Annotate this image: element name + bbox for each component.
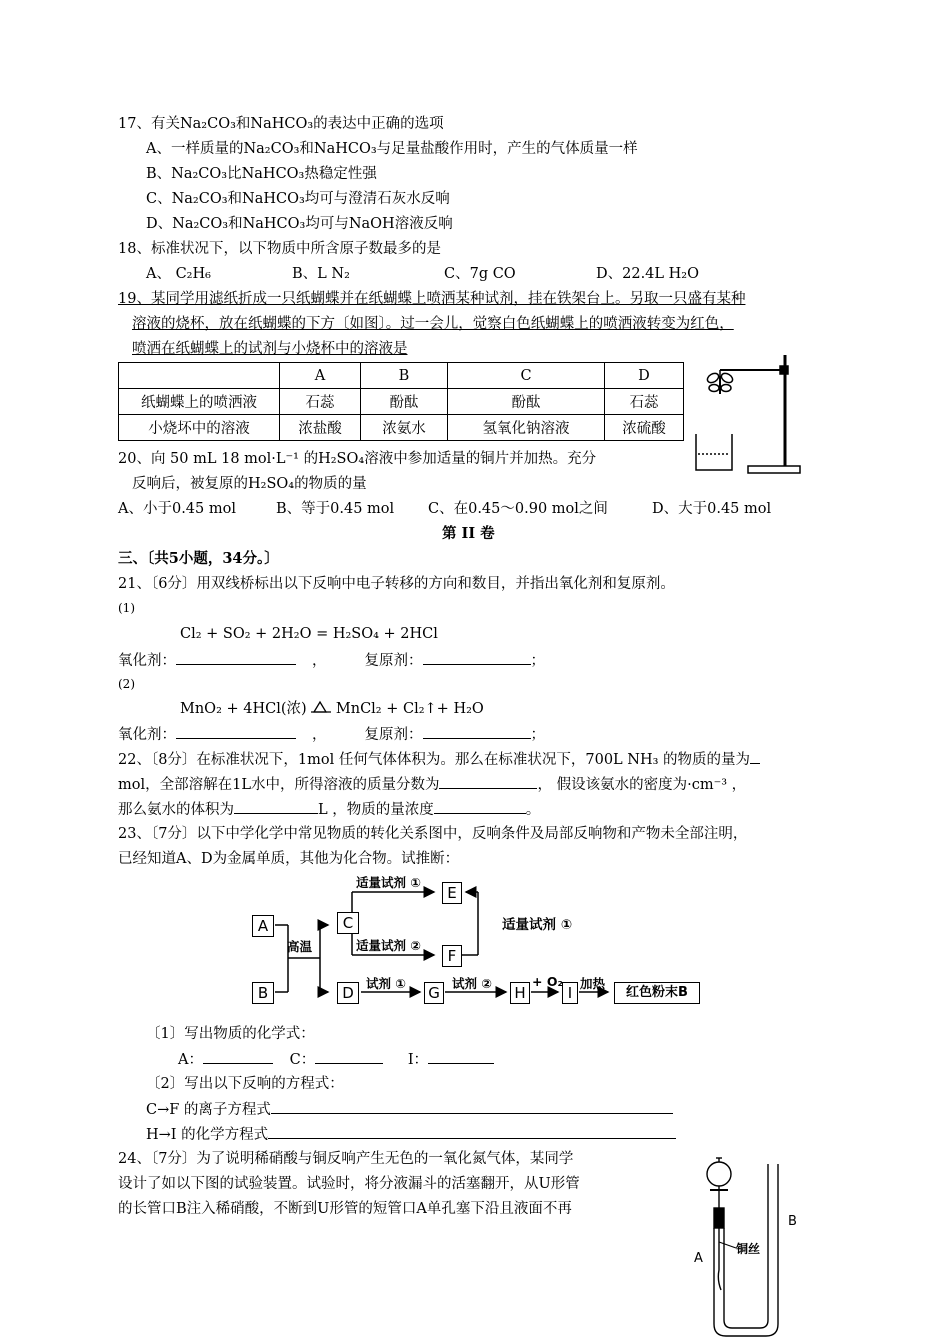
reductant-label: 复原剂： [364, 653, 423, 669]
box-red-powder-b: 红色粉末B [614, 982, 700, 1004]
reductant-blank[interactable] [423, 724, 531, 739]
eq2-right: MnCl₂ + Cl₂↑+ H₂O [335, 701, 484, 717]
h-to-i-blank[interactable] [268, 1124, 676, 1139]
table-cell: 浓盐酸 [280, 415, 361, 441]
q21-answer-row-2 [118, 724, 545, 745]
separator: ， [312, 727, 327, 743]
q19-table [118, 362, 684, 441]
fig-label-a: A [694, 1251, 703, 1266]
q22-line2 [118, 774, 746, 795]
copper-wire [718, 1228, 721, 1290]
q21-equation-2 [180, 699, 484, 719]
q20-line2: 反响后，被复原的H₂SO₄的物质的量 [132, 476, 367, 492]
label-r2: 试剂 ② [452, 976, 492, 991]
q21-part1-label: (1) [118, 601, 135, 615]
q22-line3 [118, 799, 540, 820]
table-cell: 浓硫酸 [605, 415, 684, 441]
table-cell: B [361, 363, 448, 389]
box-h: H [510, 982, 530, 1004]
table-header-row [119, 363, 684, 389]
box-b: B [252, 982, 274, 1004]
mass-fraction-blank[interactable] [439, 774, 537, 789]
table-cell: C [448, 363, 605, 389]
table-cell: 酚酞 [361, 389, 448, 415]
oxidant-label: 氧化剂： [118, 727, 176, 743]
eq2-left: MnO₂ + 4HCl(浓) [180, 701, 307, 717]
box-a: A [252, 915, 274, 937]
box-d: D [337, 982, 359, 1004]
concentration-blank[interactable] [434, 799, 526, 814]
answer-a-label: A： [178, 1052, 203, 1068]
h-to-i-label: H→I 的化学方程式 [146, 1127, 269, 1143]
box-e: E [442, 882, 462, 904]
q19-line1: 19、某同学用滤纸折成一只纸蝴蝶并在纸蝴蝶上喷洒某种试剂，挂在铁架台上。另取一只盛有某种 [118, 291, 746, 307]
q17-option-c: C、Na₂CO₃和NaHCO₃均可与澄清石灰水反响 [146, 191, 450, 207]
label-heat: 加热 [580, 976, 606, 991]
stand-base [748, 466, 800, 473]
table-cell: 石蕊 [605, 389, 684, 415]
separatory-funnel-icon [707, 1158, 731, 1208]
c-to-f-label: C→F 的离子方程式 [146, 1102, 271, 1118]
q18-option-a: A、 C₂H₆ [146, 266, 211, 282]
table-cell: 小烧坏中的溶液 [119, 415, 280, 441]
q23-sub2: 〔2〕写出以下反响的方程式： [146, 1076, 344, 1092]
q22-text: 22、〔8分〕在标准状况下，1mol 任何气体体积为。那么在标准状况下，700L NH₃ 的物质的量为 [118, 752, 751, 768]
table-row [119, 389, 684, 415]
q23-answers-1 [178, 1049, 494, 1070]
c-to-f-blank[interactable] [271, 1099, 673, 1114]
answer-i-blank[interactable] [428, 1049, 494, 1064]
box-c: C [337, 912, 359, 934]
q20-option-a: A、小于0.45 mol [118, 501, 236, 517]
q20-option-c: C、在0.45～0.90 mol之间 [428, 501, 608, 517]
box-f: F [442, 945, 462, 967]
q24-line1: 24、〔7分〕为了说明稀硝酸与铜反响产生无色的一氧化氮气体，某同学 [118, 1151, 574, 1167]
label-reagent-1-right: 适量试剂 ① [502, 917, 573, 933]
answer-i-label: I： [407, 1052, 429, 1068]
table-cell: A [280, 363, 361, 389]
fig-label-copper-wire: 铜丝 [736, 1242, 761, 1256]
answer-a-blank[interactable] [203, 1049, 273, 1064]
label-plus-o2: + O₂ [532, 974, 563, 989]
box-i: I [562, 982, 578, 1004]
answer-c-label: C： [289, 1052, 316, 1068]
table-cell: 浓氨水 [361, 415, 448, 441]
q21-stem: 21、〔6分〕用双线桥标出以下反响中电子转移的方向和数目，并指出氧化剂和复原剂。 [118, 576, 675, 592]
table-cell: 酚酞 [448, 389, 605, 415]
reductant-blank[interactable] [423, 650, 531, 665]
table-cell: 纸蝴蝶上的喷洒液 [119, 389, 280, 415]
beaker-icon [696, 434, 732, 470]
q18-option-d: D、22.4L H₂O [596, 266, 699, 282]
q18-option-b: B、L N₂ [292, 266, 350, 282]
q24-line3: 的长管口B注入稀硝酸，不断到U形管的短管口A单孔塞下沿且液面不再 [118, 1201, 572, 1217]
q23-sub1: 〔1〕写出物质的化学式： [146, 1026, 315, 1042]
answer-c-blank[interactable] [315, 1049, 383, 1064]
separator: ， [312, 653, 327, 669]
q18-option-c: C、7g CO [444, 266, 516, 282]
q24-line2: 设计了如以下图的试验装置。试验时，将分液漏斗的活塞翻开，从U形管 [118, 1176, 580, 1192]
q22-text: 。 [525, 802, 541, 818]
q23-h-to-i [146, 1124, 676, 1145]
fig-label-b: B [788, 1214, 797, 1229]
q17-stem: 17、有关Na₂CO₃和NaHCO₃的表达中正确的选项 [118, 116, 444, 132]
q19-line2: 溶液的烧杯，放在纸蝴蝶的下方〔如图〕。过一会儿，觉察白色纸蝴蝶上的喷洒液转变为红色， [132, 316, 734, 332]
oxidant-blank[interactable] [176, 724, 296, 739]
q22-line1 [118, 749, 760, 770]
q22-text: 那么氨水的体积为 [118, 802, 234, 818]
q21-answer-row-1 [118, 650, 545, 671]
table-row [119, 415, 684, 441]
q20-option-d: D、大于0.45 mol [652, 501, 772, 517]
q20-line1: 20、向 50 mL 18 mol·L⁻¹ 的H₂SO₄溶液中参加适量的铜片并加热。充分 [118, 451, 597, 467]
volume-blank[interactable] [234, 799, 318, 814]
q22-text: ， 假设该氨水的密度为·cm⁻³ ， [537, 777, 747, 793]
stand-clamp [780, 366, 788, 374]
q20-option-b: B、等于0.45 mol [276, 501, 395, 517]
q22-text: L ，物质的量浓度 [318, 802, 434, 818]
q17-option-d: D、Na₂CO₃和NaHCO₃均可与NaOH溶液反响 [146, 216, 453, 232]
oxidant-blank[interactable] [176, 650, 296, 665]
q21-equation-1: Cl₂ + SO₂ + 2H₂O = H₂SO₄ + 2HCl [180, 626, 438, 642]
q17-option-b: B、Na₂CO₃比NaHCO₃热稳定性强 [146, 166, 377, 182]
stopper [714, 1208, 724, 1228]
q19-line3: 喷洒在纸蝴蝶上的试剂与小烧杯中的溶液是 [132, 341, 408, 357]
end-mark: ； [530, 653, 545, 669]
table-cell: 氢氧化钠溶液 [448, 415, 605, 441]
table-cell: 石蕊 [280, 389, 361, 415]
oxidant-label: 氧化剂： [118, 653, 176, 669]
label-r1: 试剂 ① [366, 976, 406, 991]
label-reagent-1-top: 适量试剂 ① [356, 875, 421, 890]
part3-heading: 三、〔共5小题，34分。〕 [118, 550, 279, 567]
heat-triangle-icon [311, 700, 331, 714]
label-high-temp: 高温 [287, 939, 313, 954]
box-g: G [424, 982, 444, 1004]
section-title: 第 II 卷 [442, 525, 495, 542]
table-cell [119, 363, 280, 389]
q23-line2: 已经知道A、D为金属单质，其他为化合物。试推断： [118, 851, 460, 867]
table-cell: D [605, 363, 684, 389]
q21-part2-label: (2) [118, 677, 135, 691]
reductant-label: 复原剂： [364, 727, 423, 743]
q23-c-to-f [146, 1099, 673, 1120]
iron-stand-figure [680, 350, 810, 480]
q18-stem: 18、标准状况下，以下物质中所含原子数最多的是 [118, 241, 441, 257]
label-reagent-2: 适量试剂 ② [356, 938, 421, 953]
q22-text: mol，全部溶解在1L水中，所得溶液的质量分数为 [118, 777, 440, 793]
end-mark: ； [530, 727, 545, 743]
q23-line1: 23、〔7分〕以下中学化学中常见物质的转化关系图中，反响条件及局部反响物和产物未全部注明， [118, 826, 748, 842]
moles-blank[interactable] [750, 749, 760, 764]
q17-option-a: A、一样质量的Na₂CO₃和NaHCO₃与足量盐酸作用时，产生的气体质量一样 [146, 141, 638, 157]
